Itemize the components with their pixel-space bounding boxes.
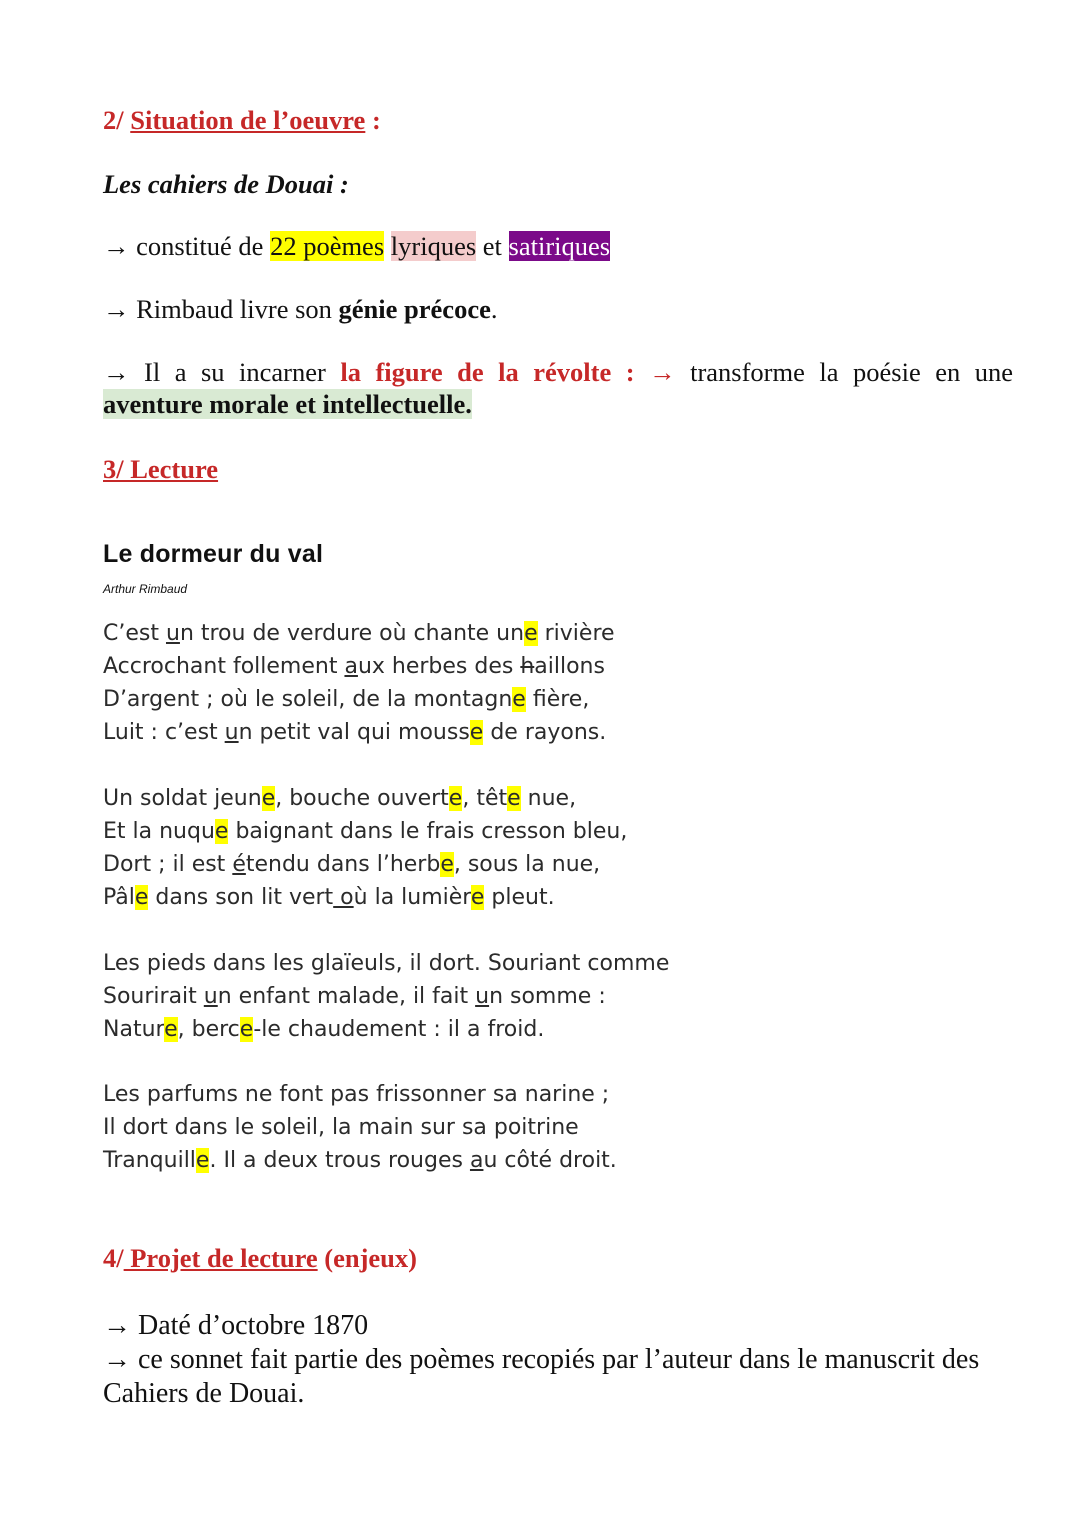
poem-stanza-2	[103, 782, 627, 914]
highlight-aventure: aventure morale et intellectuelle.	[103, 389, 472, 419]
highlight-satiriques: satiriques	[508, 231, 611, 261]
poem-line: D’argent ; où le soleil, de la montagne fière,	[103, 687, 590, 712]
poem-author: Arthur Rimbaud	[103, 582, 188, 596]
section-4-suffix: (enjeux)	[317, 1243, 417, 1273]
highlight-22-poemes: 22 poèmes	[270, 231, 385, 261]
section-3-heading: 3/ Lecture	[103, 454, 219, 484]
poem-stanza-3	[103, 947, 669, 1046]
poem-line: Les pieds dans les glaïeuls, il dort. Souriant comme	[103, 951, 670, 976]
bullet-text: transforme la poésie en une	[675, 357, 1013, 387]
highlight-lyriques: lyriques	[390, 231, 477, 261]
poem-line: Et la nuque baignant dans le frais cresson bleu,	[103, 819, 628, 844]
bold-genie-precoce: génie précoce	[338, 294, 491, 324]
poem-line: Un soldat jeune, bouche ouverte, tête nue,	[103, 786, 577, 811]
poem-line: Il dort dans le soleil, la main sur sa poitrine	[103, 1115, 579, 1140]
poem-line: Tranquille. Il a deux trous rouges au côté droit.	[103, 1148, 617, 1173]
section-2-title: Situation de l’oeuvre	[130, 105, 366, 135]
section-4-number: 4/	[103, 1243, 124, 1273]
section-4-title: Projet de lecture	[123, 1243, 318, 1273]
projet-line-1: → Daté d’octobre 1870	[103, 1310, 369, 1341]
revolte-line-1	[103, 356, 1013, 388]
poem-stanza-4	[103, 1078, 617, 1177]
poem-line: Nature, berce-le chaudement : il a froid.	[103, 1017, 545, 1042]
bullet-revolte	[103, 356, 1013, 420]
poem-line: Sourirait un enfant malade, il fait un somme :	[103, 984, 606, 1009]
subtitle-cahiers: Les cahiers de Douai :	[103, 169, 349, 199]
bullet-text: → Il a su incarner	[103, 357, 341, 387]
poem-line: Dort ; il est étendu dans l’herbe, sous la nue,	[103, 852, 601, 877]
poem-line: C’est un trou de verdure où chante une rivière	[103, 621, 615, 646]
section-4-heading	[103, 1242, 1013, 1274]
section-2-number: 2/	[103, 105, 131, 135]
poem-stanza-1	[103, 617, 615, 749]
red-figure-revolte: la figure de la révolte : →	[340, 357, 676, 387]
section-2-heading	[103, 104, 1013, 136]
poem-title: Le dormeur du val	[103, 540, 324, 568]
section-2-colon: :	[365, 105, 381, 135]
bullet-text: → constitué de	[103, 231, 271, 261]
projet-line-2: → ce sonnet fait partie des poèmes recopiés par l’auteur dans le manuscrit des	[103, 1344, 980, 1375]
poem-line: Accrochant follement aux herbes des haillons	[103, 654, 605, 679]
poem-line: Les parfums ne font pas frissonner sa narine ;	[103, 1082, 610, 1107]
projet-line-3: Cahiers de Douai.	[103, 1378, 305, 1409]
bullet-text: → Rimbaud livre son	[103, 294, 339, 324]
poem-line: Luit : c’est un petit val qui mousse de rayons.	[103, 720, 607, 745]
bullet-constitue	[103, 230, 1013, 262]
bullet-genie	[103, 293, 1013, 325]
poem-line: Pâle dans son lit vert où la lumière pleut.	[103, 885, 555, 910]
bullet-text: et	[476, 231, 509, 261]
bullet-text: .	[490, 294, 498, 324]
